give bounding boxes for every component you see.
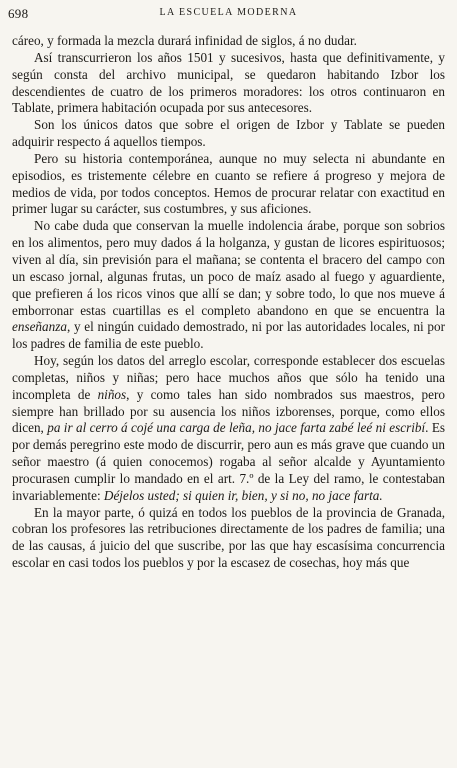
paragraph	[12, 33, 445, 50]
italic-text: niños	[97, 386, 127, 402]
text-run: Hoy, según los datos del arreglo escolar, corresponde establecer dos escuelas completas, niños y niñas; pero hace muchos años que sólo ha tenido una incompleta de	[12, 353, 445, 402]
text-run: No cabe duda que conservan la muelle indolencia árabe, porque son sobrios en los alimentos, pero muy dados á la holganza, y gustan de licores espirituosos; viven al día, sin previsión para el mañana; se contenta el bracero del campo con un escaso jornal, algunas frutas, un poco de maíz asado al fuego y aguardiente, que prefieren á los ricos vinos que allí se dan; y sobre todo, lo que nos mueve á emborronar estas cuartillas es el completo abandono en que se encuentra la	[12, 218, 445, 318]
page-header	[8, 6, 449, 22]
text-run: . Es por demás peregrino este modo de discurrir, pero aun es más grave que cuando un señor maestro (á quien conocemos) rogaba al señor alcalde y Ayuntamiento procurasen cumplir lo mandado en el art. 7.º de la Ley del ramo, le contestaban invariablemente:	[12, 420, 446, 503]
text-run: Son los únicos datos que sobre el origen de Izbor y Tablate se pueden adquirir respecto á aquellos tiempos.	[12, 117, 445, 150]
italic-text: Déjelos usted; si quien ir, bien, y si no, no jace farta.	[103, 487, 383, 503]
text-run: cáreo, y formada la mezcla durará infinidad de siglos, á no dudar.	[12, 33, 357, 48]
paragraph	[12, 151, 445, 218]
text-run: , y como tales han sido nombrados sus maestros, pero siempre han brillado por su ausencia los niños izborenses, porque, como ellos dicen,	[12, 386, 445, 436]
italic-text: enseñanza	[12, 319, 67, 335]
text-run: Así transcurrieron los años 1501 y sucesivos, hasta que definitivamente, y según consta del archivo municipal, se quedaron habitando Izbor los descendientes de cuatro de los primeros moradores: los otros continuaron en Tablate, primera habitación ocupada por sus antecesores.	[12, 49, 445, 116]
text-run: En la mayor parte, ó quizá en todos los pueblos de la provincia de Granada, cobran los profesores las retribuciones directamente de los padres de familia; una de las causas, á juicio del que suscribe, por las que hay escasísima concurrencia escolar en casi todos los pueblos y por la escasez de cosechas, hoy más que	[12, 504, 445, 571]
italic-text: pa ir al cerro á cojé una carga de leña, no jace farta zabé leé ni escribí	[47, 420, 426, 436]
paragraph	[12, 353, 445, 505]
body-text	[12, 33, 445, 572]
text-run: Pero su historia contemporánea, aunque no muy selecta ni abundante en episodios, es tristemente célebre en cuanto se refiere á progreso y mejora de medios de vida, por todos conceptos. Hemos de procurar relatar con exactitud en primer lugar su carácter, sus costumbres, y sus aficiones.	[12, 150, 445, 217]
paragraph	[12, 117, 445, 151]
paragraph	[12, 50, 445, 117]
text-run: , y el ningún cuidado demostrado, ni por las autoridades locales, ni por los padres de familia de este pueblo.	[12, 319, 445, 352]
paragraph	[12, 505, 445, 572]
page-number: 698	[8, 6, 29, 21]
paragraph	[12, 218, 445, 353]
running-title: LA ESCUELA MODERNA	[159, 7, 298, 18]
